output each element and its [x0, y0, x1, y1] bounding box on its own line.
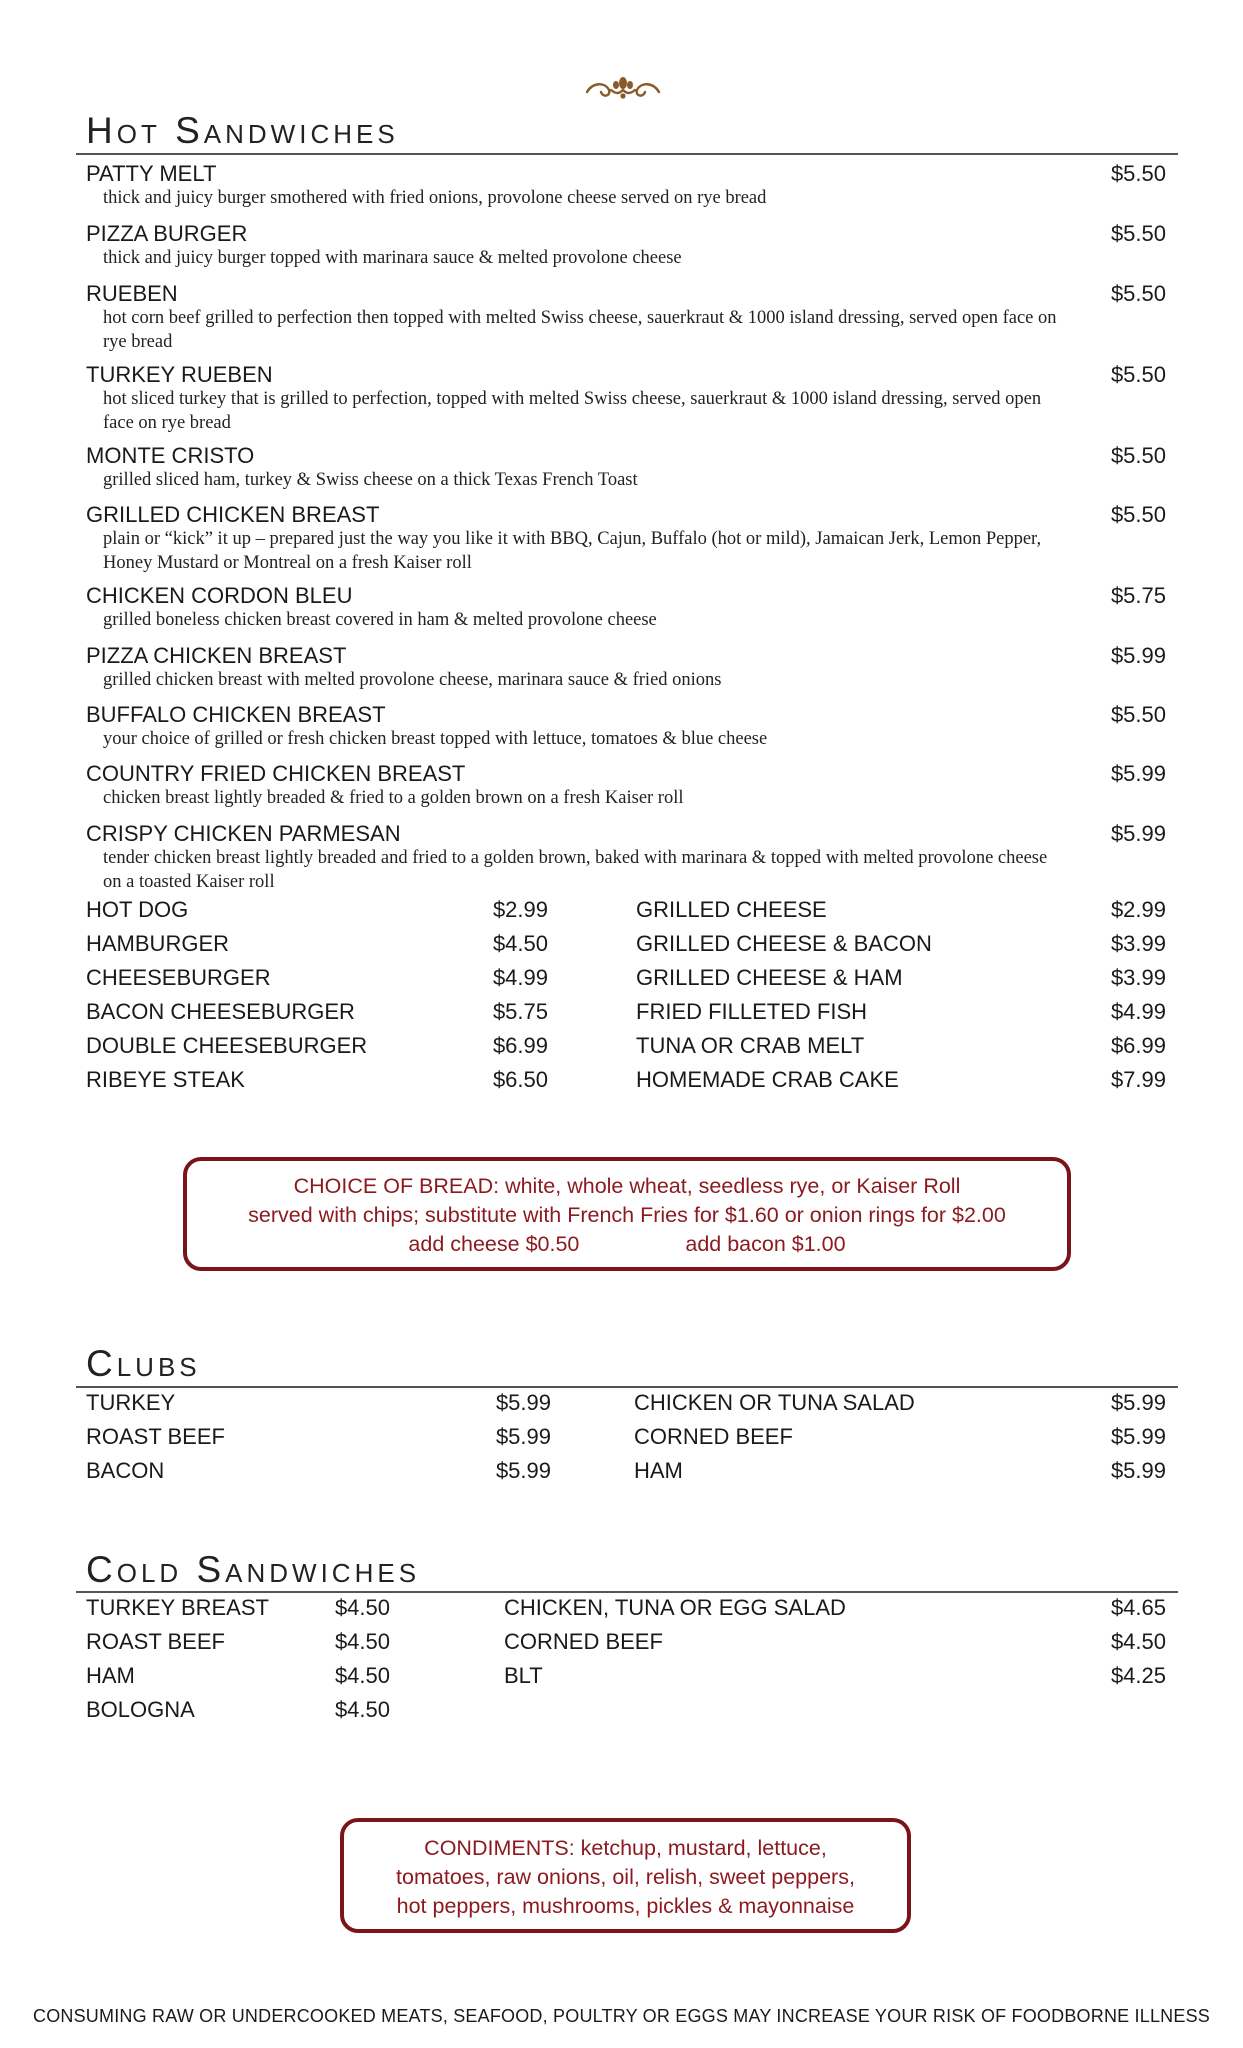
menu-item-name: GRILLED CHEESE & BACON: [636, 931, 932, 956]
menu-item: [86, 821, 1166, 894]
menu-row-item: [86, 1458, 551, 1484]
menu-item-name: GRILLED CHEESE & HAM: [636, 965, 903, 990]
menu-item-name: HAM: [86, 1663, 135, 1688]
condiments-line-1: CONDIMENTS: ketchup, mustard, lettuce,: [424, 1836, 827, 1860]
menu-item-name: BOLOGNA: [86, 1697, 195, 1722]
menu-item-name: ROAST BEEF: [86, 1424, 225, 1449]
menu-item-name: CHICKEN OR TUNA SALAD: [634, 1390, 915, 1415]
menu-row-item: [86, 1390, 551, 1416]
menu-item-price: $4.65: [1110, 1595, 1166, 1620]
menu-row-item: [86, 897, 548, 923]
menu-item-name: CHEESEBURGER: [86, 965, 271, 990]
menu-item-name: CORNED BEEF: [504, 1629, 663, 1654]
menu-item-price: $4.25: [1110, 1663, 1166, 1688]
hot-sandwiches-title: Hot Sandwiches: [86, 110, 399, 151]
menu-row-item: [86, 1663, 390, 1689]
menu-item-price: $6.50: [492, 1067, 548, 1092]
add-ons-line: [187, 1230, 1067, 1259]
cold-sandwiches-divider: [76, 1591, 1178, 1593]
menu-row-item: [86, 1067, 548, 1093]
menu-item-price: $5.50: [1110, 502, 1166, 527]
menu-item-price: $4.50: [334, 1697, 390, 1722]
menu-item-price: $5.99: [495, 1390, 551, 1415]
menu-item: [86, 761, 1166, 811]
menu-item: [86, 702, 1166, 752]
menu-row-item: [86, 1033, 548, 1059]
menu-item-price: $5.75: [492, 999, 548, 1024]
cold-sandwiches-title: Cold Sandwiches: [86, 1549, 421, 1590]
condiments-line-2: tomatoes, raw onions, oil, relish, sweet peppers,: [396, 1865, 855, 1889]
menu-item-name: BUFFALO CHICKEN BREAST: [86, 702, 386, 727]
menu-item-price: $5.50: [1110, 702, 1166, 727]
menu-row-item: [504, 1663, 1166, 1689]
menu-item-name: FRIED FILLETED FISH: [636, 999, 868, 1024]
clubs-divider: [76, 1386, 1178, 1388]
add-cheese-text: add cheese $0.50: [408, 1232, 580, 1256]
menu-row-item: [86, 1697, 390, 1723]
menu-row-item: [634, 1458, 1166, 1484]
menu-item-name: BLT: [504, 1663, 543, 1688]
menu-item-price: $5.50: [1110, 443, 1166, 468]
bread-choice-text: CHOICE OF BREAD: white, whole wheat, seedless rye, or Kaiser Roll: [293, 1174, 961, 1198]
menu-row-item: [86, 931, 548, 957]
menu-row-item: [636, 897, 1166, 923]
menu-item-price: $5.99: [1110, 821, 1166, 846]
menu-item-description: hot sliced turkey that is grilled to perfection, topped with melted Swiss cheese, sauerkraut & 1000 island dressing, served open face on rye bread: [103, 389, 1042, 433]
menu-item-description: your choice of grilled or fresh chicken breast topped with lettuce, tomatoes & blue cheese: [103, 729, 768, 749]
menu-item-name: RIBEYE STEAK: [86, 1067, 245, 1092]
menu-item-name: MONTE CRISTO: [86, 443, 255, 468]
menu-item-price: $5.99: [495, 1458, 551, 1483]
menu-item-name: BACON CHEESEBURGER: [86, 999, 355, 1024]
menu-item-name: TURKEY BREAST: [86, 1595, 269, 1620]
menu-item-price: $3.99: [1110, 931, 1166, 956]
menu-item-name: PIZZA CHICKEN BREAST: [86, 643, 347, 668]
condiments-line-3: hot peppers, mushrooms, pickles & mayonnaise: [396, 1894, 855, 1918]
menu-item-price: $4.99: [492, 965, 548, 990]
menu-item-name: BACON: [86, 1458, 165, 1483]
menu-item-price: $4.50: [1110, 1629, 1166, 1654]
foodborne-illness-warning: CONSUMING RAW OR UNDERCOOKED MEATS, SEAFOOD, POULTRY OR EGGS MAY INCREASE YOUR RISK OF FOODBORNE ILLNESS: [33, 2006, 1210, 2026]
menu-item-price: $2.99: [1110, 897, 1166, 922]
menu-item-price: $4.99: [1110, 999, 1166, 1024]
menu-item-name: CHICKEN, TUNA OR EGG SALAD: [504, 1595, 846, 1620]
menu-item-price: $4.50: [334, 1663, 390, 1688]
menu-item-price: $5.99: [1110, 1424, 1166, 1449]
menu-item: [86, 161, 1166, 211]
menu-item: [86, 362, 1166, 435]
menu-item-name: CHICKEN CORDON BLEU: [86, 583, 353, 608]
menu-row-item: [634, 1424, 1166, 1450]
menu-item-price: $5.50: [1110, 221, 1166, 246]
menu-item-name: HOT DOG: [86, 897, 189, 922]
menu-row-item: [504, 1629, 1166, 1655]
menu-item-price: $5.50: [1110, 161, 1166, 186]
menu-row-item: [86, 1595, 390, 1621]
menu-item-price: $5.99: [1110, 643, 1166, 668]
sides-substitution-text: served with chips; substitute with French Fries for $1.60 or onion rings for $2.00: [248, 1203, 1006, 1227]
menu-item-price: $5.75: [1110, 583, 1166, 608]
menu-item-name: CORNED BEEF: [634, 1424, 793, 1449]
hot-sandwiches-divider: [76, 153, 1178, 155]
menu-item-price: $5.99: [1110, 761, 1166, 786]
menu-item-price: $7.99: [1110, 1067, 1166, 1092]
menu-row-item: [86, 1629, 390, 1655]
add-bacon-text: add bacon $1.00: [685, 1232, 846, 1256]
menu-row-item: [636, 931, 1166, 957]
menu-item-name: PATTY MELT: [86, 161, 217, 186]
menu-item-price: $2.99: [492, 897, 548, 922]
clubs-title: Clubs: [86, 1343, 201, 1384]
menu-item-description: thick and juicy burger smothered with fried onions, provolone cheese served on rye bread: [103, 188, 767, 208]
bread-info-box: [183, 1157, 1071, 1271]
menu-item-name: PIZZA BURGER: [86, 221, 248, 246]
menu-item: [86, 643, 1166, 693]
menu-row-item: [86, 1424, 551, 1450]
menu-item-description: thick and juicy burger topped with marinara sauce & melted provolone cheese: [103, 248, 682, 268]
menu-item-name: COUNTRY FRIED CHICKEN BREAST: [86, 761, 466, 786]
menu-item-price: $5.99: [1110, 1390, 1166, 1415]
menu-row-item: [86, 999, 548, 1025]
menu-item-price: $5.50: [1110, 362, 1166, 387]
menu-row-item: [634, 1390, 1166, 1416]
flourish-ornament-icon: [583, 72, 663, 106]
menu-row-item: [504, 1595, 1166, 1621]
menu-item-description: plain or “kick” it up – prepared just the way you like it with BBQ, Cajun, Buffalo (hot or mild), Jamaican Jerk, Lemon Pepper, Honey Mustard or Montreal on a fresh Kaiser roll: [103, 529, 1042, 573]
menu-item-description: tender chicken breast lightly breaded and fried to a golden brown, baked with marinara & topped with melted provolone cheese on a toasted Kaiser roll: [103, 848, 1048, 892]
menu-item-name: RUEBEN: [86, 281, 178, 306]
menu-item-name: HOMEMADE CRAB CAKE: [636, 1067, 899, 1092]
menu-item: [86, 281, 1166, 354]
menu-item-name: GRILLED CHICKEN BREAST: [86, 502, 380, 527]
menu-item-price: $5.99: [1110, 1458, 1166, 1483]
menu-item-name: CRISPY CHICKEN PARMESAN: [86, 821, 401, 846]
menu-row-item: [636, 999, 1166, 1025]
menu-item-name: HAMBURGER: [86, 931, 230, 956]
menu-item-price: $4.50: [492, 931, 548, 956]
menu-item: [86, 583, 1166, 633]
menu-row-item: [636, 1033, 1166, 1059]
menu-row-item: [636, 1067, 1166, 1093]
menu-item-name: DOUBLE CHEESEBURGER: [86, 1033, 368, 1058]
menu-item: [86, 443, 1166, 493]
menu-item: [86, 221, 1166, 271]
menu-item-price: $6.99: [1110, 1033, 1166, 1058]
condiments-box: [340, 1818, 911, 1933]
menu-item-price: $5.99: [495, 1424, 551, 1449]
menu-item-description: chicken breast lightly breaded & fried to a golden brown on a fresh Kaiser roll: [103, 788, 684, 808]
menu-item-price: $4.50: [334, 1595, 390, 1620]
menu-row-item: [86, 965, 548, 991]
menu-item-description: grilled chicken breast with melted provolone cheese, marinara sauce & fried onions: [103, 670, 722, 690]
menu-item-price: $6.99: [492, 1033, 548, 1058]
menu-item-name: GRILLED CHEESE: [636, 897, 827, 922]
menu-item-price: $5.50: [1110, 281, 1166, 306]
menu-item-description: grilled boneless chicken breast covered in ham & melted provolone cheese: [103, 610, 657, 630]
menu-item-name: TURKEY: [86, 1390, 176, 1415]
menu-item-name: TUNA OR CRAB MELT: [636, 1033, 865, 1058]
menu-item: [86, 502, 1166, 575]
menu-item-description: hot corn beef grilled to perfection then topped with melted Swiss cheese, sauerkraut & 1000 island dressing, served open face on rye bread: [103, 308, 1057, 352]
menu-item-name: TURKEY RUEBEN: [86, 362, 273, 387]
menu-item-price: $4.50: [334, 1629, 390, 1654]
menu-row-item: [636, 965, 1166, 991]
menu-item-description: grilled sliced ham, turkey & Swiss cheese on a thick Texas French Toast: [103, 470, 638, 490]
menu-item-price: $3.99: [1110, 965, 1166, 990]
menu-item-name: ROAST BEEF: [86, 1629, 225, 1654]
menu-item-name: HAM: [634, 1458, 683, 1483]
